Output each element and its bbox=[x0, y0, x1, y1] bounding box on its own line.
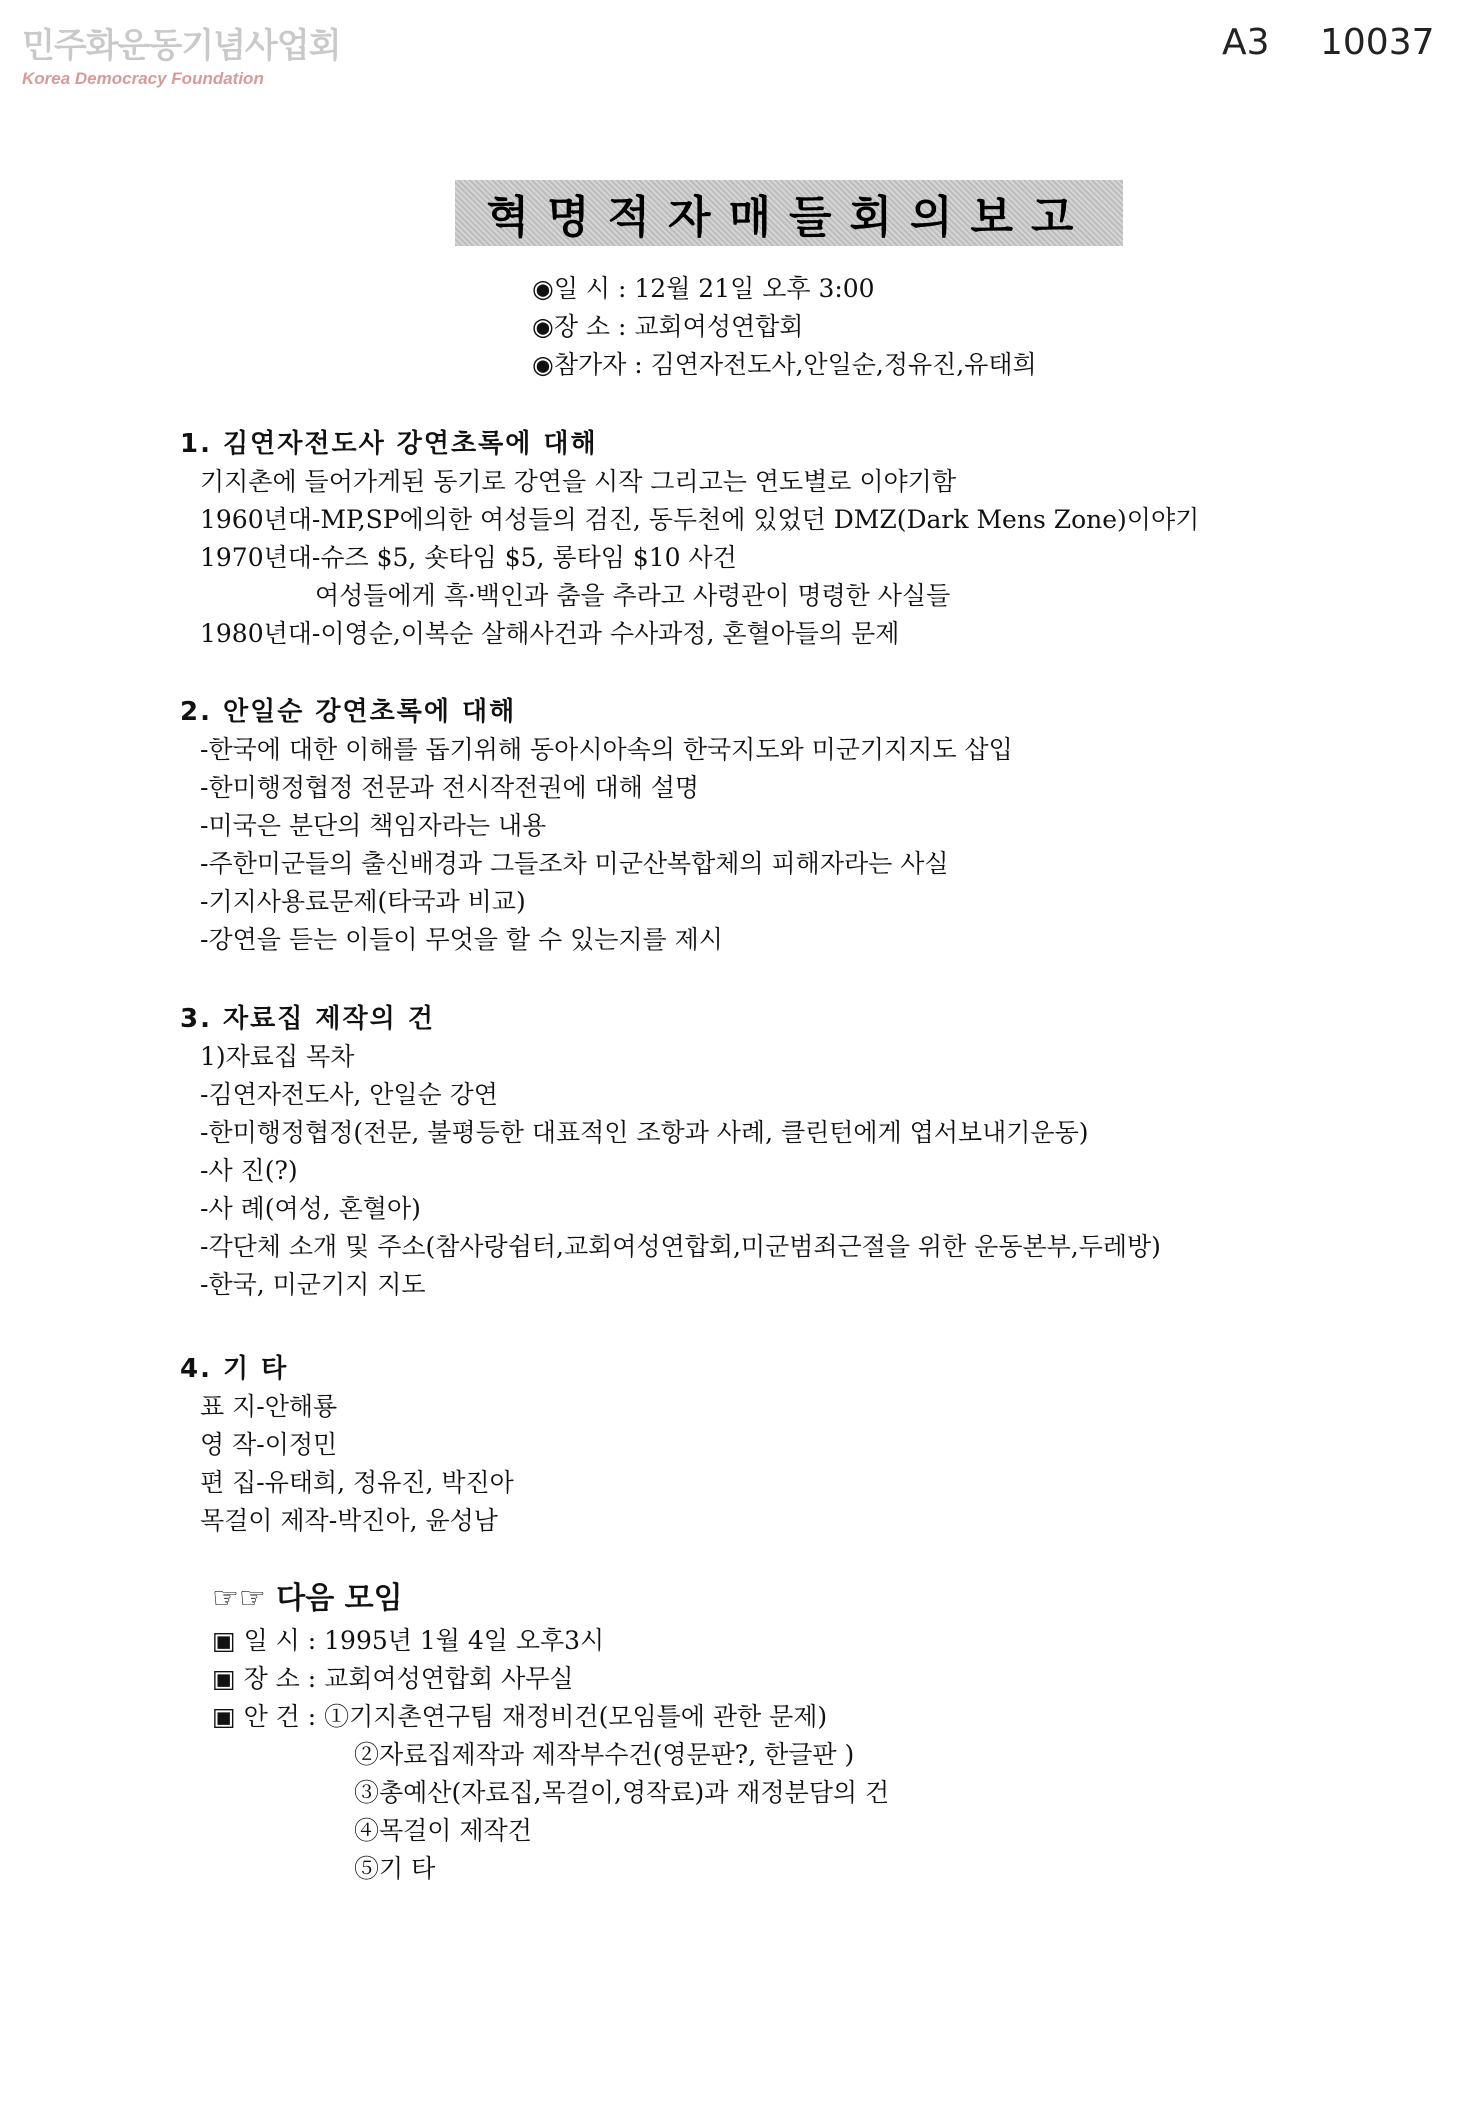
agenda-item: ②자료집제작과 제작부수건(영문판?, 한글판 ) bbox=[354, 1740, 855, 1769]
section-line: 1970년대-슈즈 $5, 숏타임 $5, 롱타임 $10 사건 bbox=[200, 543, 737, 572]
meta-attendees: ◉참가자 : 김연자전도사,안일순,정유진,유태희 bbox=[532, 350, 1037, 379]
section-line: -기지사용료문제(타국과 비교) bbox=[200, 887, 526, 916]
agenda-item: ③총예산(자료집,목걸이,영작료)과 재정분담의 건 bbox=[354, 1778, 890, 1807]
section-line: -한국, 미군기지 지도 bbox=[200, 1270, 426, 1299]
section-line: -한국에 대한 이해를 돕기위해 동아시아속의 한국지도와 미군기지지도 삽입 bbox=[200, 735, 1013, 764]
agenda-item: ⑤기 타 bbox=[354, 1854, 436, 1883]
meeting-meta bbox=[532, 270, 1037, 384]
section-line: 영 작-이정민 bbox=[200, 1430, 338, 1459]
section-line: -한미행정협정(전문, 불평등한 대표적인 조항과 사례, 클린턴에게 엽서보내기운동) bbox=[200, 1118, 1089, 1147]
section-heading: 1. 김연자전도사 강연초록에 대해 bbox=[180, 429, 598, 459]
section-line: -미국은 분단의 책임자라는 내용 bbox=[200, 811, 547, 840]
next-meeting-place: ▣ 장 소 : 교회여성연합회 사무실 bbox=[212, 1664, 574, 1693]
section-line: -강연을 듣는 이들이 무엇을 할 수 있는지를 제시 bbox=[200, 925, 723, 954]
section-line: 표 지-안해룡 bbox=[200, 1392, 338, 1421]
section-line: 1)자료집 목차 bbox=[200, 1042, 355, 1071]
section-2 bbox=[180, 693, 1013, 959]
section-line: 1980년대-이영순,이복순 살해사건과 수사과정, 혼혈아들의 문제 bbox=[200, 619, 900, 648]
section-line: 1960년대-MP,SP에의한 여성들의 검진, 동두천에 있었던 DMZ(Dark Mens Zone)이야기 bbox=[200, 505, 1200, 534]
section-heading: 3. 자료집 제작의 건 bbox=[180, 1004, 435, 1034]
section-heading: 4. 기 타 bbox=[180, 1354, 289, 1384]
section-line: 목걸이 제작-박진아, 윤성남 bbox=[200, 1506, 498, 1535]
logo-korean: 민주화운동기념사업회 bbox=[22, 26, 341, 66]
section-1 bbox=[180, 425, 1199, 653]
section-line: 여성들에게 흑·백인과 춤을 추라고 사령관이 명령한 사실들 bbox=[315, 581, 951, 610]
archive-number: 10037 bbox=[1320, 22, 1435, 63]
agenda-item: ④목걸이 제작건 bbox=[354, 1816, 532, 1845]
next-meeting-date: ▣ 일 시 : 1995년 1월 4일 오후3시 bbox=[212, 1626, 605, 1655]
next-meeting bbox=[212, 1580, 889, 1888]
section-line: -김연자전도사, 안일순 강연 bbox=[200, 1080, 498, 1109]
foundation-logo bbox=[22, 18, 340, 89]
archive-mark: A3 bbox=[1222, 22, 1270, 63]
section-line: -주한미군들의 출신배경과 그들조차 미군산복합체의 피해자라는 사실 bbox=[200, 849, 949, 878]
section-4 bbox=[180, 1350, 514, 1540]
section-line: 편 집-유태희, 정유진, 박진아 bbox=[200, 1468, 514, 1497]
next-meeting-agenda: ▣ 안 건 : ①기지촌연구팀 재정비건(모임틀에 관한 문제) bbox=[212, 1702, 828, 1731]
section-heading: 2. 안일순 강연초록에 대해 bbox=[180, 697, 517, 727]
section-line: 기지촌에 들어가게된 동기로 강연을 시작 그리고는 연도별로 이야기함 bbox=[200, 467, 956, 496]
section-line: -한미행정협정 전문과 전시작전권에 대해 설명 bbox=[200, 773, 700, 802]
meta-place: ◉장 소 : 교회여성연합회 bbox=[532, 312, 804, 341]
document-title: 혁명적자매들회의보고 bbox=[455, 180, 1123, 246]
section-line: -사 례(여성, 혼혈아) bbox=[200, 1194, 421, 1223]
section-line: -사 진(?) bbox=[200, 1156, 298, 1185]
meta-date: ◉일 시 : 12월 21일 오후 3:00 bbox=[532, 274, 875, 303]
section-line: -각단체 소개 및 주소(참사랑쉼터,교회여성연합회,미군범죄근절을 위한 운동본부,두레방) bbox=[200, 1232, 1161, 1261]
next-meeting-heading: ☞☞ 다음 모임 bbox=[212, 1581, 403, 1616]
logo-english: Korea Democracy Foundation bbox=[22, 69, 264, 88]
section-3 bbox=[180, 1000, 1161, 1304]
